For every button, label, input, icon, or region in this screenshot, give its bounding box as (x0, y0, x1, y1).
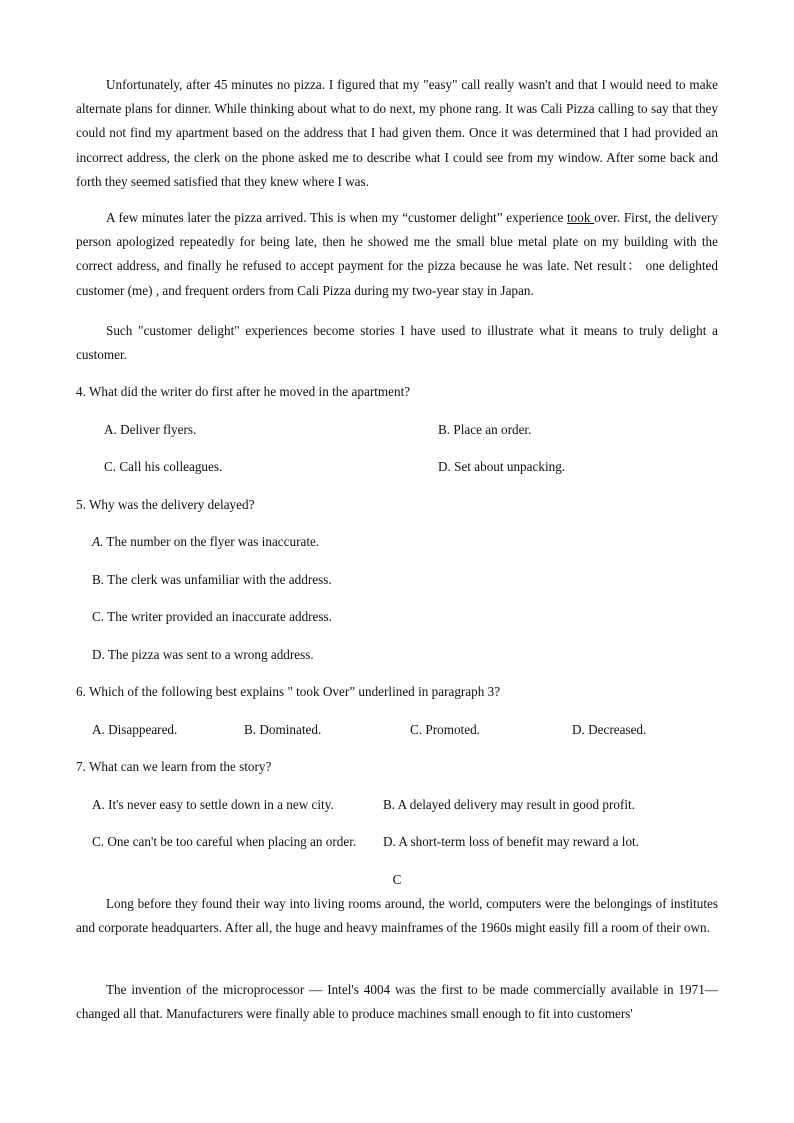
question-4-option-b: B. Place an order. (438, 422, 532, 437)
question-7-option-a: A. It's never easy to settle down in a new city. (92, 797, 334, 812)
question-6-option-c: C. Promoted. (410, 722, 480, 737)
passage-c-paragraph-1: Long before they found their way into living rooms around, the world, computers were the belongings of institutes and corporate headquarters. After all, the huge and heavy mainframes of the 1960s might easily fill a room of their own. (76, 896, 718, 936)
question-6-option-b: B. Dominated. (244, 722, 322, 737)
option-a-text: The number on the flyer was inaccurate. (103, 534, 320, 549)
question-6-stem: 6. Which of the following best explains " took Over” underlined in paragraph 3? (76, 684, 501, 699)
question-7-option-c: C. One can't be too careful when placing an order. (92, 834, 357, 849)
passage-b-paragraph-1: Unfortunately, after 45 minutes no pizza. I figured that my "easy" call really wasn't and that I would need to make alternate plans for dinner. While thinking about what to do next, my phone rang. It was Cali Pizza calling to say that they could not find my apartment based on the address that I had given them. Once it was determined that I had provided an incorrect address, the clerk on the phone asked me to describe what I could see from my window. After some back and forth they seemed satisfied that they knew where I was. (76, 77, 718, 189)
question-7-option-d: D. A short-term loss of benefit may reward a lot. (383, 834, 639, 849)
passage-b-paragraph-3: Such "customer delight" experiences become stories I have used to illustrate what it means to truly delight a customer. (76, 323, 718, 363)
passage-c-paragraph-2: The invention of the microprocessor — Intel's 4004 was the first to be made commercially available in 1971—changed all that. Manufacturers were finally able to produce machines small enough to fit into customers' (76, 982, 718, 1022)
question-4-option-c: C. Call his colleagues. (104, 459, 223, 474)
underlined-word-took: took (567, 210, 595, 225)
question-6-option-d: D. Decreased. (572, 722, 647, 737)
question-5-option-b: B. The clerk was unfamiliar with the address. (92, 572, 332, 587)
question-4-option-d: D. Set about unpacking. (438, 459, 566, 474)
question-5-option-a (92, 532, 319, 552)
question-7-stem: 7. What can we learn from the story? (76, 759, 272, 774)
question-4-option-a: A. Deliver flyers. (104, 422, 197, 437)
paragraph-2-text-end: over. First, the delivery person apologized repeatedly for being late, then he showed me the small blue metal plate on my building with the correct address, and finally he refused to accept payment for the pizza because he was late. Net result： one delighted customer (me) , and frequent orders from Cali Pizza during my two-year stay in Japan. (76, 210, 718, 298)
paragraph-2-text-start: A few minutes later the pizza arrived. This is when my “customer delight” experience (106, 210, 568, 225)
question-5-option-c: C. The writer provided an inaccurate address. (92, 609, 332, 624)
option-a-letter: A. (92, 534, 104, 549)
question-7-option-b: B. A delayed delivery may result in good profit. (383, 797, 635, 812)
passage-b-paragraph-2 (76, 206, 718, 303)
question-5-stem: 5. Why was the delivery delayed? (76, 497, 255, 512)
question-6-option-a: A. Disappeared. (92, 722, 178, 737)
question-4-stem: 4. What did the writer do first after he moved in the apartment? (76, 384, 411, 399)
passage-c-label: C (392, 872, 402, 887)
question-5-option-d: D. The pizza was sent to a wrong address. (92, 647, 314, 662)
